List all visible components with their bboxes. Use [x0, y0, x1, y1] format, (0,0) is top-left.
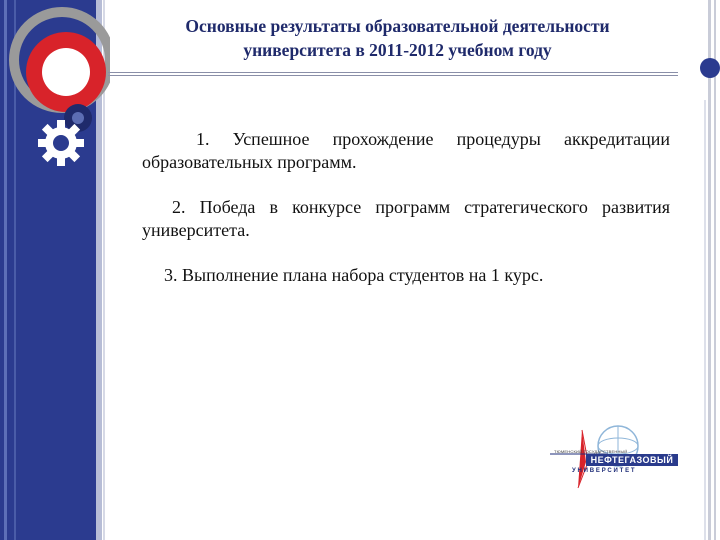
- logo-upper-text: ТЮМЕНСКИЙ ГОСУДАРСТВЕННЫЙ: [554, 449, 628, 454]
- right-decorative-band: [690, 0, 720, 540]
- result-item-2: 2. Победа в конкурсе программ стратегического развития университета.: [142, 197, 670, 240]
- result-item-3: 3. Выполнение плана набора студентов на 1 курс.: [164, 265, 544, 285]
- slide-title: [130, 14, 665, 62]
- title-line-2: университета в 2011-2012 учебном году: [243, 40, 552, 60]
- left-decorative-band: [0, 0, 110, 540]
- logo-lower-text: УНИВЕРСИТЕТ: [572, 468, 637, 474]
- slide-content: [142, 128, 670, 309]
- title-line-1: Основные результаты образовательной деятельности: [185, 16, 610, 36]
- university-logo: [548, 422, 680, 492]
- title-divider: [108, 72, 678, 78]
- logo-brand-text: НЕФТЕГАЗОВЫЙ: [586, 454, 678, 466]
- result-item-1: 1. Успешное прохождение процедуры аккредитации образовательных программ.: [142, 129, 670, 172]
- gear-icon: [36, 118, 86, 168]
